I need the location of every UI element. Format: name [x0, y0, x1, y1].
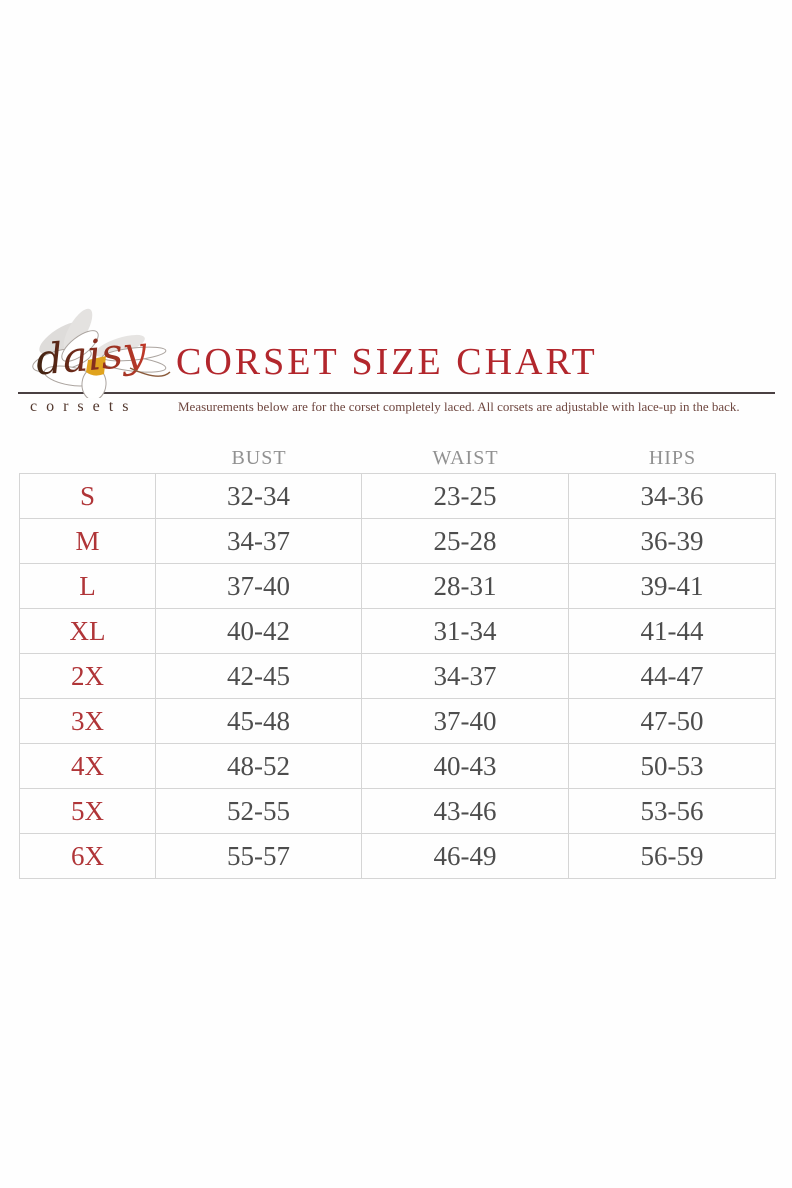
waist-cell: 25-28 [362, 519, 569, 563]
size-cell: 6X [20, 834, 156, 878]
bust-cell: 34-37 [156, 519, 362, 563]
bust-cell: 37-40 [156, 564, 362, 608]
brand-script: daisy [33, 326, 149, 385]
size-cell: 2X [20, 654, 156, 698]
waist-cell: 31-34 [362, 609, 569, 653]
table-row [20, 744, 775, 789]
brand-wordmark: corsets [30, 398, 138, 415]
table-row [20, 609, 775, 654]
bust-cell: 55-57 [156, 834, 362, 878]
subtitle-text: Measurements below are for the corset completely laced. All corsets are adjustable with lace-up in the back. [178, 399, 740, 414]
waist-cell: 37-40 [362, 699, 569, 743]
waist-cell: 34-37 [362, 654, 569, 698]
hips-cell: 41-44 [640, 615, 704, 646]
waist-cell: 23-25 [362, 474, 569, 518]
table-row [20, 519, 775, 564]
waist-cell: 46-49 [362, 834, 569, 878]
hips-cell: 50-53 [640, 750, 704, 781]
bust-column-header: BUST [231, 447, 287, 469]
hips-cell: 36-39 [640, 525, 704, 556]
bust-cell: 48-52 [156, 744, 362, 788]
table-row [20, 654, 775, 699]
size-cell: 4X [20, 744, 156, 788]
hips-cell: 44-47 [640, 660, 704, 691]
table-row [20, 789, 775, 834]
table-row [20, 834, 775, 878]
hips-cell: 56-59 [640, 840, 704, 871]
hips-cell: 47-50 [640, 705, 704, 736]
size-cell: 3X [20, 699, 156, 743]
size-column-header [19, 445, 156, 472]
bust-cell: 42-45 [156, 654, 362, 698]
hips-cell: 53-56 [640, 795, 704, 826]
hips-cell: 34-36 [640, 480, 704, 511]
size-cell: M [20, 519, 156, 563]
table-row [20, 474, 775, 519]
table-row [20, 699, 775, 744]
waist-cell: 43-46 [362, 789, 569, 833]
daisy-corsets-logo [10, 298, 178, 398]
size-cell: L [20, 564, 156, 608]
page-title: CORSET SIZE CHART [176, 341, 598, 383]
size-table-body [19, 473, 776, 879]
hips-cell: 39-41 [640, 570, 704, 601]
waist-cell: 40-43 [362, 744, 569, 788]
table-header-row [19, 445, 776, 472]
size-cell: XL [20, 609, 156, 653]
waist-column-header: WAIST [432, 447, 499, 469]
waist-cell: 28-31 [362, 564, 569, 608]
bust-cell: 45-48 [156, 699, 362, 743]
size-cell: S [20, 474, 156, 518]
bust-cell: 40-42 [156, 609, 362, 653]
size-cell: 5X [20, 789, 156, 833]
bust-cell: 32-34 [156, 474, 362, 518]
hips-column-header: HIPS [648, 447, 697, 469]
bust-cell: 52-55 [156, 789, 362, 833]
table-row [20, 564, 775, 609]
